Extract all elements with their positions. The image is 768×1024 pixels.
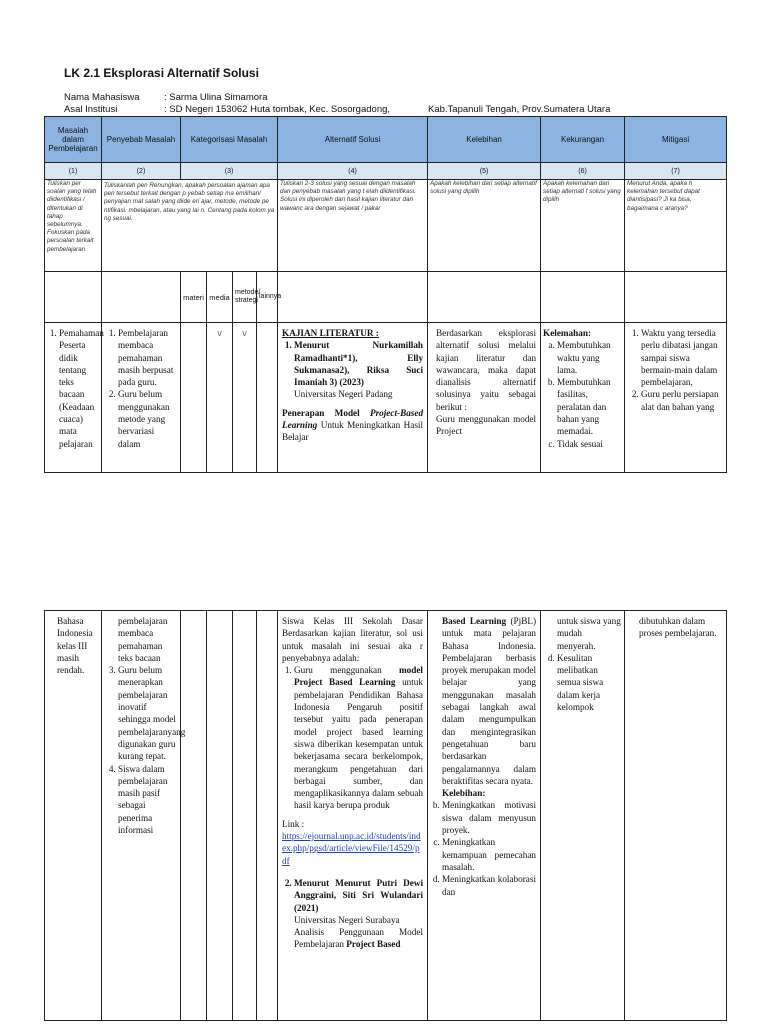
solusi-item: 1. Guru menggunakan model Project Based Learning untuk pembelajaran Pendidikan Bahasa Indonesia Pengaruh positif tersebut yaitu pada penerapan model project based learning siswa diberikan kesempatan untuk bekerjasama secara berkelompok, merangkum pengetahuan dari berbagai sumber, dan mengaplikasikannya dalam sebuah hasil karya berupa produk (294, 664, 423, 812)
masalah-text: Bahasa Indonesia kelas III masih rendah. (57, 616, 93, 676)
table-row (45, 323, 727, 473)
kelebihan-cont: Based Learning (PjBL) untuk mata pelajaran Bahasa Indonesia. Pembelajaran berbasis proyek merupakan model belajar yang menggunakan masalah sebagai langkah awal dalam mengumpulkan dan mengintegrasikan pengetahuan baru berdasarkan pengalamannya dalam beraktifitas secara nyata. (442, 616, 536, 786)
asal-value: : SD Negeri 153062 Huta tombak, Kec. Sosorgadong, (164, 104, 391, 115)
worksheet-table-2 (44, 610, 727, 1021)
kekurangan-item: a. Membutuhkan waktu yang lama. (557, 339, 622, 376)
solusi-intro: Siswa Kelas III Sekolah Dasar Berdasarkan kajian literatur, sol usi untuk masalah ini sesuai aka r penyebabnya adalah: (282, 616, 423, 663)
kelebihan-item: Guru menggunakan model Project (436, 414, 537, 437)
masalah-cell (45, 323, 102, 473)
nama-value: : Sarma Ulina Simamora (164, 92, 268, 103)
header-kekurangan: Kekurangan (541, 117, 625, 163)
guide-masalah: Tuliskan per soalan yang telah diidentifikasi / ditentukan di tahap sebelumnya. Fokuskan pada persoalan terkait pembelajaran (45, 180, 102, 272)
guide-mitigasi: Menurut Anda, apaka h kelemahan tersebut dapat diantisipasi? Ji ka bisa, bagaimana c aranya? (625, 180, 727, 272)
number-cell: (4) (278, 163, 428, 180)
header-row (45, 117, 727, 163)
link-url[interactable] (282, 830, 423, 867)
kekurangan-title: Kelemahan: (543, 328, 592, 338)
check-materi (181, 323, 207, 473)
kelebihan-item: c. Meningkatkan kemampuan pemecahan masalah. (442, 836, 536, 873)
kekurangan-item: b. Membutuhkan fasilitas, peralatan dan bahan yang memadai. (557, 376, 622, 437)
number-cell: (1) (45, 163, 102, 180)
guide-row (45, 180, 727, 272)
journal-link[interactable]: https://ejournal.unp.ac.id/students/index.php/pgsd/article/viewFile/14529/pdf (282, 831, 421, 866)
kekurangan-cont: untuk siswa yang mudah menyerah. (557, 616, 621, 651)
guide-penyebab-kategori: Tuliskanlah pen Renungkan, apakah persoalan ajaman apa pen tersebut terkait dengan p yebab setiap ma emilihan/ penyajian mat salah yang diide eri ajar, metode, metode pe ntifikasi. mbelajaran, atau yang lai n. Centang pada kolom ya ng sesuai. (102, 180, 278, 272)
ref1-judul: Penerapan Model Project-Based Learning Untuk Meningkatkan Hasil Belajar (282, 407, 424, 443)
asal-label: Asal Institusi (64, 104, 118, 115)
check-media (207, 611, 233, 1021)
kekurangan-item: d. Kesulitan melibatkan semua siswa dalam kerja kelompok (557, 652, 622, 713)
asal-value-2: Kab.Tapanuli Tengah, Prov.Sumatera Utara (428, 104, 611, 115)
check-metode (233, 611, 257, 1021)
subcat-lainnya: lainnya (257, 272, 278, 323)
header-penyebab: Penyebab Masalah (102, 117, 181, 163)
kekurangan-item: c. Tidak sesuai (557, 438, 622, 450)
kelebihan-cell (428, 611, 541, 1021)
subcategory-row (45, 272, 727, 323)
nama-line (64, 92, 267, 103)
check-lainnya (257, 323, 278, 473)
page-title: LK 2.1 Eksplorasi Alternatif Solusi (64, 66, 259, 80)
penyebab-item: 3. Guru belum menerapkan pembelajaran inovatif sehingga model pembelajaranyang digunakan guru kurang tepat. (118, 664, 178, 762)
number-cell: (6) (541, 163, 625, 180)
asal-line (64, 104, 611, 115)
check-materi (181, 611, 207, 1021)
guide-kekurangan: Apakah kelemahan dari setiap alternati f solusi yang dipilih (541, 180, 625, 272)
kelebihan-item: b. Meningkatkan motivasi siswa dalam menyusun proyek. (442, 799, 536, 836)
penyebab-cell (102, 323, 181, 473)
link-label: Link : (282, 818, 305, 829)
number-cell: (5) (428, 163, 541, 180)
kekurangan-cell (541, 611, 625, 1021)
ref1-authors: 1. Menurut Nurkamillah Ramadhanti*1), Elly Sukmanasa2), Riksa Suci Imaniah 3) (2023) (294, 339, 423, 388)
ref1-univ: Universitas Negeri Padang (294, 389, 393, 400)
ref2-authors: 2. Menurut Menurut Putri Dewi Anggraini, Siti Sri Wulandari (2021) (294, 877, 423, 914)
check-lainnya (257, 611, 278, 1021)
solusi-cell (278, 323, 428, 473)
kelebihan-cell (428, 323, 541, 473)
mitigasi-cell (625, 323, 727, 473)
header-kelebihan: Kelebihan (428, 117, 541, 163)
nama-label: Nama Mahasiswa (64, 92, 140, 103)
header-masalah: Masalah dalam Pembelajaran (45, 117, 102, 163)
penyebab-item: 4. Siswa dalam pembelajaran masih pasif sebagai penerima informasi (118, 763, 178, 837)
kelebihan-title: Kelebihan: (442, 788, 486, 799)
table-row (45, 611, 727, 1021)
number-cell: (3) (181, 163, 278, 180)
subcat-metode: metode/ strategi (233, 272, 257, 323)
ref2-univ: Universitas Negeri Surabaya (294, 914, 400, 925)
number-cell: (7) (625, 163, 727, 180)
header-kategorisasi: Kategorisasi Masalah (181, 117, 278, 163)
mitigasi-item: 1. Waktu yang tersedia perlu dibatasi jangan sampai siswa bermain-main dalam pembelajaran, (641, 327, 724, 388)
kajian-title: KAJIAN LITERATUR : (282, 328, 379, 338)
guide-alternatif: Tuliskan 2-3 solusi yang sesuai dengan masalah dan penyebab masalah yang t elah diidentifikasi. Solusi ini diperoleh dari hasil kajian literatur dan wawanc ara dengan sejawat / pakar (278, 180, 428, 272)
penyebab-item: 1. Pembelajaran membaca pemahaman masih berpusat pada guru. (118, 327, 178, 388)
penyebab-cell (102, 611, 186, 1021)
check-metode: v (233, 323, 257, 473)
subcat-materi: materi (181, 272, 207, 323)
subcat-media: media (207, 272, 233, 323)
penyebab-item: 2. Guru belum menggunakan metode yang bervariasi dalam (118, 388, 178, 449)
check-media: v (207, 323, 233, 473)
kelebihan-intro: Berdasarkan eksplorasi alternatif solusi melalui kajian literatur dan wawancara, maka dapat dianalisis alternatif solusinya yaitu sebagai berikut : (436, 328, 537, 412)
kekurangan-cell (541, 323, 625, 473)
number-row (45, 163, 727, 180)
kelebihan-item: d. Meningkatkan kolaborasi dan (442, 873, 536, 898)
mitigasi-cell (625, 611, 727, 1021)
number-cell: (2) (102, 163, 181, 180)
penyebab-cont: pembelajaran membaca pemahaman teks bacaan (118, 616, 168, 663)
masalah-text: 1. Pemahaman Peserta didik tentang teks bacaan (Keadaan cuaca) mata pelajaran (59, 327, 99, 450)
header-alternatif: Alternatif Solusi (278, 117, 428, 163)
guide-kelebihan: Apakah kelebihan dari setiap alternatif solusi yang dipilih (428, 180, 541, 272)
ref2-judul: Analisis Penggunaan Model Pembelajaran Project Based (294, 927, 423, 950)
header-mitigasi: Mitigasi (625, 117, 727, 163)
masalah-cell (45, 611, 102, 1021)
solusi-cell (278, 611, 428, 1021)
mitigasi-item: 2. Guru perlu persiapan alat dan bahan yang (641, 388, 724, 413)
mitigasi-cont: dibutuhkan dalam proses pembelajaran. (639, 616, 717, 639)
worksheet-table-1 (44, 116, 727, 473)
